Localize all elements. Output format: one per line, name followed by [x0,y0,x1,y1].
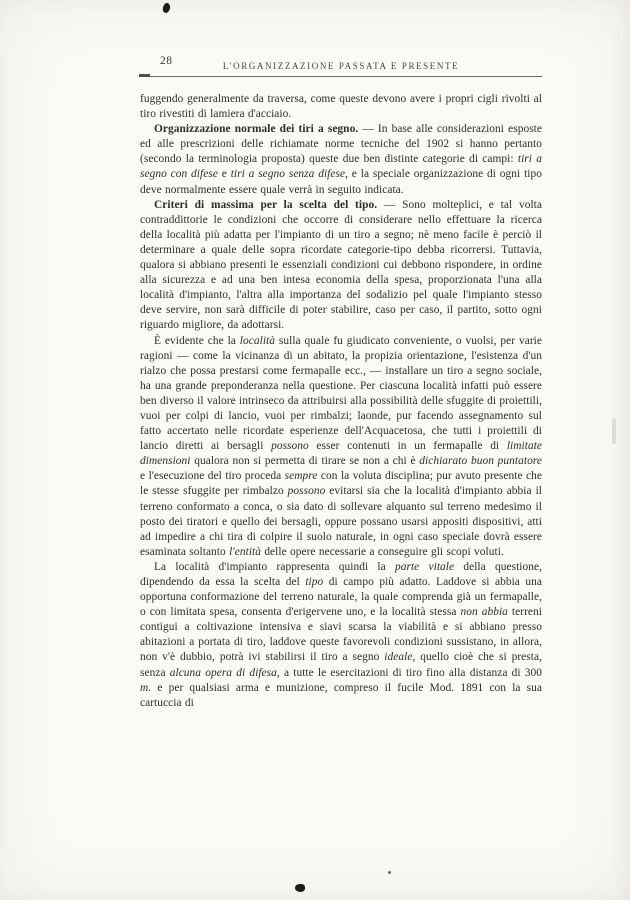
italic-phrase: dichiarato buon puntatore [419,455,542,468]
italic-phrase: tiri a segno senza difese [230,168,346,181]
paragraph-lead-bold: Organizzazione normale dei tiri a segno. [154,123,359,136]
text-segment: della questione, dipendendo da essa la scelta del [140,560,542,588]
text-segment: , e la speciale organizzazione di ogni tipo deve normalmente essere quale verrà in seguito indicata. [140,168,542,196]
text-segment: con la voluta disciplina; pur avuto presente che le stesse sfuggite per rimbalzo [140,470,542,498]
text-segment: fuggendo generalmente da traversa, come queste devono avere i propri cigli rivolti al tiro rivestiti di lamiera d'acciaio. [140,93,542,121]
header-rule-tick [139,74,150,77]
italic-phrase: località [239,334,275,347]
text-segment: esser contenuti in un fermapalle di [308,440,507,453]
scan-artifact [162,2,172,14]
italic-phrase: sempre [284,470,318,483]
italic-phrase: tipo [305,576,324,588]
paragraph [140,122,542,197]
scan-artifact [388,871,391,874]
text-segment: delle opere necessarie a conseguire gli scopi voluti. [261,545,504,558]
text-segment: La località d'impianto rappresenta quindi la [154,560,395,573]
paragraph [140,334,542,560]
paragraph [140,92,542,122]
text-segment: sulla quale fu giudicato conveniente, o vuolsi, per varie ragioni — come la vicinanza di un abitato, la propizia orientazione, l'esistenza d'un rialzo che possa prestarsi come fermapalle ecc., — installare un tiro a segno sociale, ha una grande preponderanza nella questione. Per ciascuna località infatti può essere ben diverso il valore intrinseco da attribuirsi alla possibilità delle sfuggite di proiettili, vuoi per colpi di lancio, vuoi per rimbalzi; laonde, pur facendo assegnamento sul fatto accertato nelle ricordate esperienze dell'Acquacetosa, che tutti i proiettili di lancio diretti ai bersagli [140,334,542,453]
text-segment: , quello cioè che si presta, senza [140,651,542,679]
paragraph [140,560,542,711]
text-segment: — In base alle considerazioni esposte ed alle prescrizioni delle richiamate norme tecniche del 1902 si hanno pertanto (secondo la terminologia proposta) queste due ben distinte categorie di campi: [140,123,542,166]
text-segment: evitarsi sia che la località d'impianto abbia il terreno conformato a conca, o sia dato di sollevare alquanto sul terreno medesimo il posto dei tiratori e quello dei bersagli, oppure possano usarsi appositi dispositivi, atti ad impedire a chi tira di colpire il suolo naturale, in ogni caso speciale dovrà essere esaminata soltanto [140,485,542,558]
italic-phrase: ideale [384,651,413,664]
text-segment: qualora non si permetta di tirare se non a chi è [190,455,420,468]
page-body [140,92,542,711]
running-title: L'ORGANIZZAZIONE PASSATA E PRESENTE [222,61,460,71]
italic-phrase: limitate dimensioni [140,440,543,468]
text-segment: terreni contigui a coltivazione intensiva e siavi scarsa la viabilità e si abbiano presso abitazioni a portata di tiro, laddove queste favorevoli condizioni sussistano, in allora, non v'è dubbio, potrà ivi stabilirsi il tiro a segno [140,606,543,664]
italic-phrase: possono [271,440,309,453]
text-segment: e [217,168,231,181]
header-rule [140,76,542,77]
page-header [140,56,542,74]
italic-phrase: l'entità [229,545,262,558]
italic-phrase: m. [140,681,152,694]
text-segment: di campo più adatto. Laddove si abbia una opportuna conformazione del terreno naturale, la quale comprenda già un fermapalle, o con limitata spesa, consenta d'erigervene uno, e la località stessa [140,576,542,619]
paragraph [140,198,542,334]
page-number: 28 [160,55,173,67]
text-segment: e l'esecuzione del tiro proceda [140,470,285,483]
italic-phrase: alcuna opera di difesa [169,666,277,679]
text-segment: , a tutte le esercitazioni di tiro fino alla distanza di 300 [276,666,542,679]
italic-phrase: parte vitale [394,560,455,573]
italic-phrase: non abbia [460,606,508,619]
paragraph-lead-bold: Criteri di massima per la scelta del tipo. [154,198,378,211]
italic-phrase: possono [287,485,326,498]
scan-artifact [612,418,616,444]
scan-artifact [295,884,305,892]
text-segment: — Sono molteplici, e tal volta contraddittorie le condizioni che occorre di considerare nello effettuare la ricerca della località più adatta per l'impianto di un tiro a segno; nè meno facile è perciò il determinare a quale delle sopra ricordate categorie-tipo debba ricorrersi. Tuttavia, qualora si abbiano presenti le essenziali condizioni cui debbono rispondere, in ordine alla sicurezza e ad una ben intesa economia della spesa, proporzionata l'una alla località d'impianto, l'altra alla importanza del sodalizio pel quale l'impianto stesso deve servire, non sarà difficile di poter stabilire, caso per caso, il partito, sotto ogni riguardo migliore, da adottarsi. [140,198,542,332]
italic-phrase: tiri a segno con difese [140,153,542,181]
text-segment: È evidente che la [154,334,240,347]
text-segment: e per qualsiasi arma e munizione, compreso il fucile Mod. 1891 con la sua cartuccia di [140,681,542,709]
